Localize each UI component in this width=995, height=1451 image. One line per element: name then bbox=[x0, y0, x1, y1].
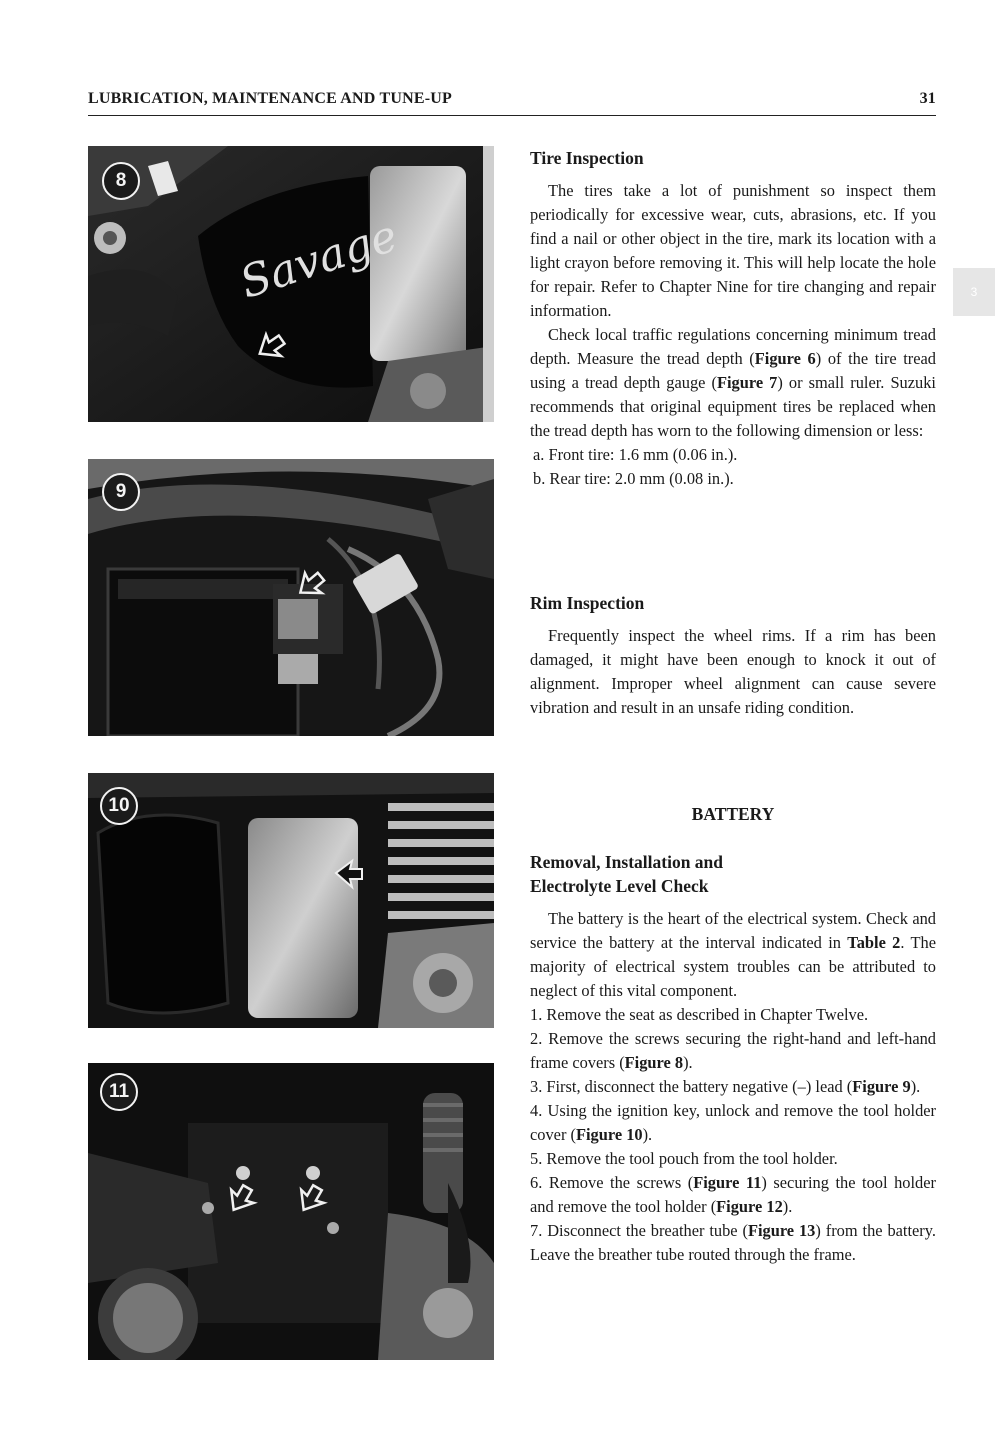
battery-step-5: 5. Remove the tool pouch from the tool holder. bbox=[530, 1149, 838, 1168]
figure-8-photo bbox=[88, 146, 494, 422]
chapter-tab-number: 3 bbox=[970, 285, 978, 299]
rim-inspection-section bbox=[530, 591, 936, 720]
battery-step-2: 2. Remove the screws securing the right-hand and left-hand frame covers (Figure 8). bbox=[530, 1029, 936, 1072]
figure-11-photo bbox=[88, 1063, 494, 1360]
battery-section bbox=[530, 802, 936, 1267]
figure-9-label: 9 bbox=[102, 473, 140, 511]
battery-subheading-line2: Electrolyte Level Check bbox=[530, 876, 709, 896]
tire-paragraph-2: Check local traffic regulations concerning minimum tread depth. Measure the tread depth (Figure 6) of the tire tread using a tread depth gauge (Figure 7) or small ruler. Suzuki recommends that original equipment tires be replaced when the tread depth has worn to the following dimension or less: bbox=[530, 325, 936, 440]
battery-step-3: 3. First, disconnect the battery negative (–) lead (Figure 9). bbox=[530, 1077, 921, 1096]
battery-step-7: 7. Disconnect the breather tube (Figure 13) from the battery. Leave the breather tube routed through the frame. bbox=[530, 1221, 936, 1264]
tire-item-a: a. Front tire: 1.6 mm (0.06 in.). bbox=[533, 445, 738, 464]
battery-step-4: 4. Using the ignition key, unlock and remove the tool holder cover (Figure 10). bbox=[530, 1101, 936, 1144]
battery-step-6: 6. Remove the screws (Figure 11) securing the tool holder and remove the tool holder (Figure 12). bbox=[530, 1173, 936, 1216]
tire-inspection-section bbox=[530, 146, 936, 491]
figure-11-image bbox=[88, 1063, 494, 1360]
figure-11-label: 11 bbox=[100, 1073, 138, 1111]
figure-10-photo bbox=[88, 773, 494, 1028]
chapter-thumb-tab bbox=[953, 268, 995, 316]
header-rule bbox=[88, 115, 936, 116]
header-title: LUBRICATION, MAINTENANCE AND TUNE-UP bbox=[88, 90, 452, 107]
battery-section-title: BATTERY bbox=[691, 804, 775, 824]
running-header bbox=[88, 90, 936, 108]
figure-9-photo bbox=[88, 459, 494, 736]
rim-paragraph-1: Frequently inspect the wheel rims. If a rim has been damaged, it might have been enough to knock it out of alignment. Improper wheel alignment can cause severe vibration and result in an unsafe riding condition. bbox=[530, 626, 936, 717]
page-number: 31 bbox=[919, 90, 936, 107]
battery-subheading-line1: Removal, Installation and bbox=[530, 852, 724, 872]
rim-inspection-heading: Rim Inspection bbox=[530, 593, 645, 613]
figure-9-image bbox=[88, 459, 494, 736]
figure-10-image bbox=[88, 773, 494, 1028]
tire-inspection-heading: Tire Inspection bbox=[530, 148, 644, 168]
figure-10-label: 10 bbox=[100, 787, 138, 825]
battery-step-1: 1. Remove the seat as described in Chapter Twelve. bbox=[530, 1005, 869, 1024]
tire-paragraph-1: The tires take a lot of punishment so inspect them periodically for excessive wear, cuts, abrasions, etc. If you find a nail or other object in the tire, mark its location with a light crayon before removing it. This will help locate the hole for repair. Refer to Chapter Nine for tire changing and repair information. bbox=[530, 181, 936, 320]
tire-item-b: b. Rear tire: 2.0 mm (0.08 in.). bbox=[533, 469, 734, 488]
figure-8-label: 8 bbox=[102, 162, 140, 200]
battery-intro: The battery is the heart of the electrical system. Check and service the battery at the interval indicated in Table 2. The majority of electrical system troubles can be attributed to neglect of this vital component. bbox=[530, 909, 936, 1000]
savage-logo: Savage bbox=[234, 210, 404, 309]
